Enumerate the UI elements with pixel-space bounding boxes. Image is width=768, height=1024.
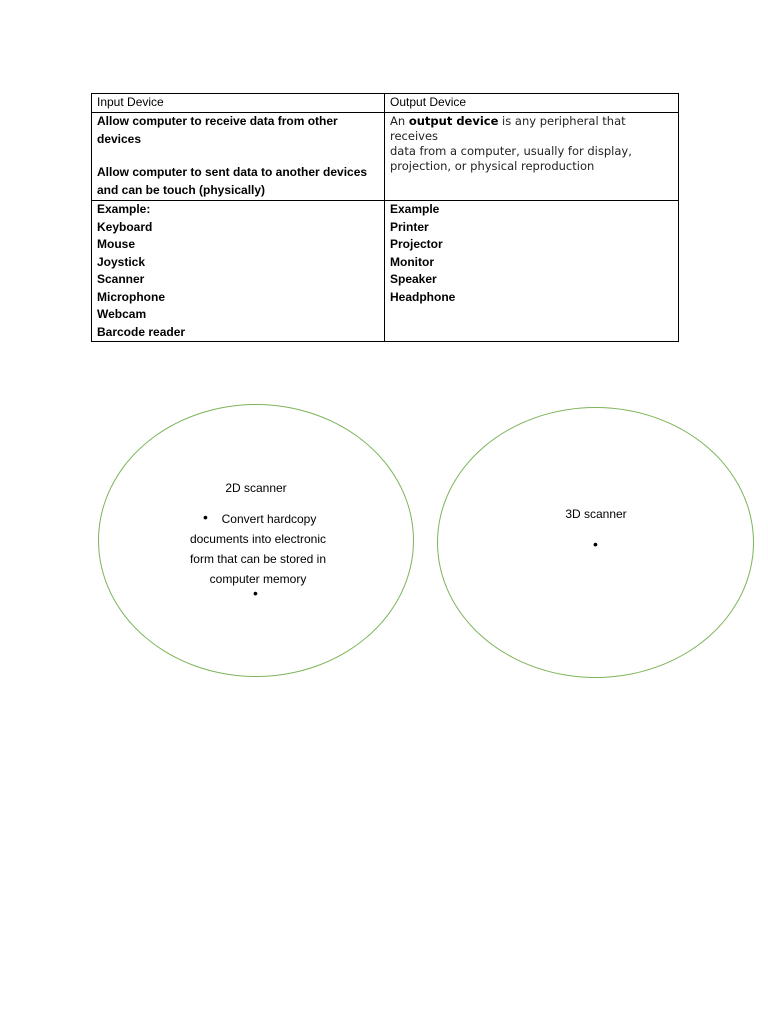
output-device-header	[385, 94, 679, 113]
input-desc-spacer	[97, 148, 379, 164]
scanner-2d-point-line-3: form that can be stored in	[189, 552, 327, 566]
list-item: Microphone	[97, 289, 165, 304]
list-item: Scanner	[97, 272, 145, 286]
table-description-row	[92, 113, 679, 201]
scanner-2d-point-line-4: computer memory	[209, 572, 307, 586]
list-item: Mouse	[97, 237, 136, 251]
input-desc-line-4: and can be touch (physically)	[97, 182, 266, 197]
input-device-examples	[92, 201, 385, 342]
input-desc-line-2: devices	[97, 131, 142, 146]
list-item: Keyboard	[97, 219, 153, 234]
list-item: Barcode reader	[97, 324, 186, 339]
input-device-header	[92, 94, 385, 113]
list-item: Printer	[390, 219, 429, 234]
input-device-header-label: Input Device	[97, 95, 164, 109]
scanner-3d-title: 3D scanner	[565, 507, 627, 521]
output-def-line-2: data from a computer, usually for display,	[390, 144, 632, 158]
scanner-2d-point-line-1: Convert hardcopy	[221, 512, 317, 526]
bullet-icon: •	[203, 509, 208, 525]
output-definition	[390, 113, 673, 174]
output-device-examples	[385, 201, 679, 342]
list-item: Projector	[390, 237, 443, 251]
table-header-row	[92, 94, 679, 113]
scanner-2d-point-line-2: documents into electronic	[189, 532, 327, 546]
output-def-term: output device	[408, 114, 499, 128]
list-item: Webcam	[97, 307, 147, 321]
list-item: Example:	[97, 202, 151, 216]
scanner-2d-title: 2D scanner	[225, 481, 287, 495]
list-item: Joystick	[97, 254, 146, 269]
list-item: Example	[390, 202, 440, 216]
device-comparison-table	[91, 93, 679, 342]
output-def-rest: is any peripheral that receives	[390, 114, 626, 143]
bullet-icon: •	[253, 585, 258, 601]
output-device-header-label: Output Device	[390, 95, 467, 109]
table-examples-row	[92, 201, 679, 342]
list-item: Headphone	[390, 289, 456, 304]
bullet-icon: •	[593, 536, 598, 552]
output-def-line-3: projection, or physical reproduction	[390, 159, 595, 173]
input-desc-line-1: Allow computer to receive data from other	[97, 114, 338, 128]
input-device-description	[92, 113, 385, 201]
output-device-description	[385, 113, 679, 201]
list-item: Monitor	[390, 254, 434, 269]
scanner-2d-point	[189, 509, 327, 589]
list-item: Speaker	[390, 272, 437, 286]
input-desc-line-3: Allow computer to sent data to another devices	[97, 165, 368, 179]
output-def-prefix: An	[390, 114, 409, 128]
